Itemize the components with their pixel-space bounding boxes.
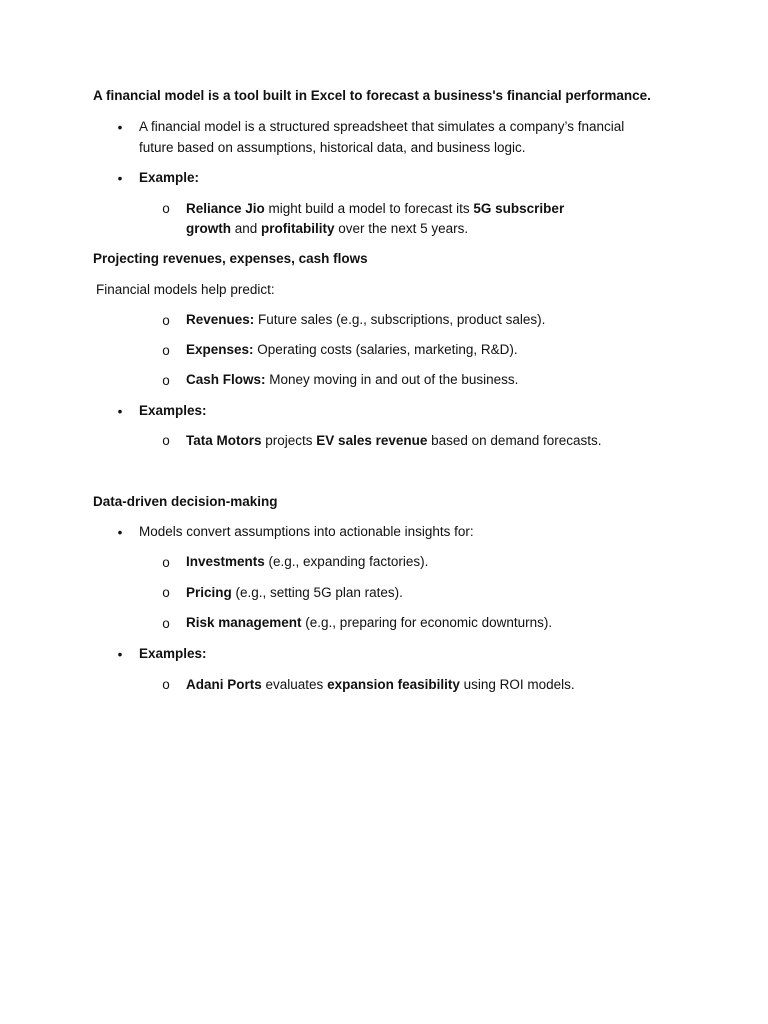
example-label: Examples: [139,403,207,418]
paragraph-line: future based on assumptions, historical data, and business logic. [139,140,526,155]
list-item: Expenses: Operating costs (salaries, marketing, R&D). [186,342,518,357]
list-item: Pricing (e.g., setting 5G plan rates). [186,585,403,600]
document-title: A financial model is a tool built in Excel to forecast a business's financial performance. [93,88,651,103]
bullet-dot: • [117,647,123,662]
bullet-circle: o [162,373,170,388]
section-heading: Projecting revenues, expenses, cash flows [93,251,368,266]
paragraph-line: Models convert assumptions into actionable insights for: [139,524,474,539]
section-heading: Data-driven decision-making [93,494,278,509]
bullet-dot: • [117,171,123,186]
bullet-circle: o [162,555,170,570]
paragraph-line: A financial model is a structured spreadsheet that simulates a company’s fnancial [139,119,625,134]
paragraph-line: Financial models help predict: [96,282,275,297]
bullet-circle: o [162,433,170,448]
example-line: growth and profitability over the next 5 years. [186,221,469,236]
bullet-dot: • [117,404,123,419]
bullet-circle: o [162,585,170,600]
bullet-circle: o [162,201,170,216]
bullet-dot: • [117,120,123,135]
example-label: Example: [139,170,200,185]
example-line: Reliance Jio might build a model to forecast its 5G subscriber [186,201,565,216]
bullet-dot: • [117,525,123,540]
list-item: Cash Flows: Money moving in and out of the business. [186,372,519,387]
example-label: Examples: [139,646,207,661]
bullet-circle: o [162,313,170,328]
example-line: Tata Motors projects EV sales revenue based on demand forecasts. [186,433,602,448]
bullet-circle: o [162,677,170,692]
list-item: Revenues: Future sales (e.g., subscriptions, product sales). [186,312,546,327]
bullet-circle: o [162,616,170,631]
example-line: Adani Ports evaluates expansion feasibility using ROI models. [186,677,575,692]
bullet-circle: o [162,343,170,358]
list-item: Investments (e.g., expanding factories). [186,554,429,569]
list-item: Risk management (e.g., preparing for economic downturns). [186,615,553,630]
